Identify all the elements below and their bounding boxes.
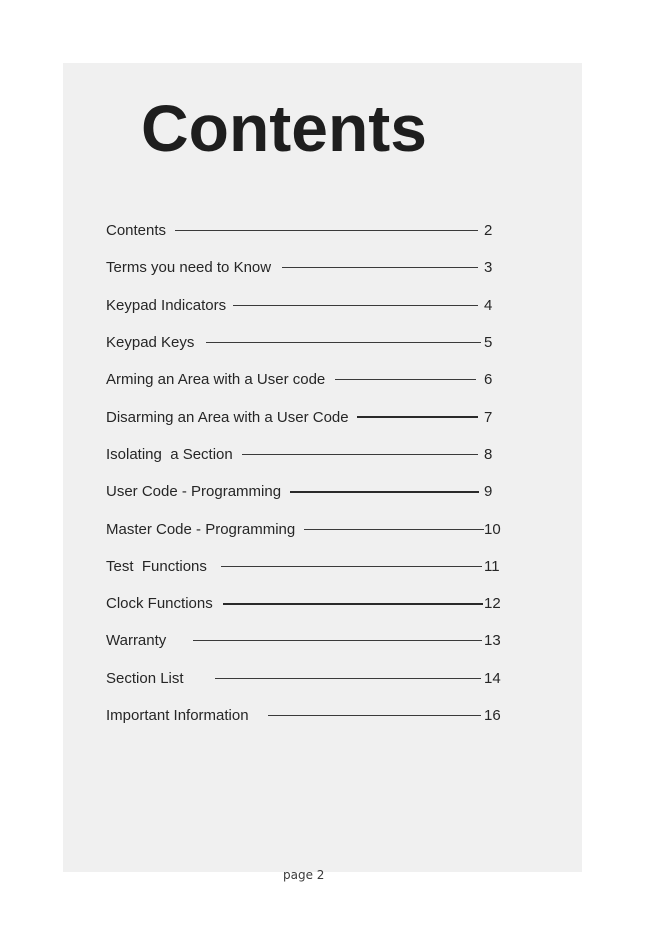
toc-leader-line: [193, 640, 482, 641]
toc-leader-line: [290, 491, 479, 493]
toc-entry-page: 2: [484, 222, 493, 240]
toc-leader-line: [304, 529, 484, 530]
toc-entry-page: 16: [484, 707, 501, 724]
toc-entry[interactable]: [106, 324, 506, 361]
toc-entry-page: 8: [484, 445, 493, 463]
toc-entry[interactable]: [106, 660, 506, 697]
toc-entry-label: Arming an Area with a User code: [106, 371, 326, 389]
toc-entry-label: Warranty: [106, 632, 167, 650]
toc-entry-label: Terms you need to Know: [106, 259, 272, 277]
toc-entry[interactable]: [106, 622, 506, 659]
toc-entry-page: 3: [484, 259, 493, 277]
toc-entry[interactable]: [106, 697, 506, 734]
toc-entry-page: 12: [484, 595, 501, 613]
toc-entry-label: Keypad Indicators: [106, 296, 227, 314]
toc-entry[interactable]: [106, 510, 506, 547]
toc-entry-page: 4: [484, 296, 493, 314]
toc-entry-page: 14: [484, 669, 501, 687]
toc-entry-page: 7: [484, 408, 493, 426]
toc-entry-page: 6: [484, 371, 493, 389]
toc-entry-page: 11: [484, 557, 500, 575]
toc-entry-label: Test Functions: [106, 557, 207, 575]
toc-entry[interactable]: [106, 249, 506, 286]
toc-entry[interactable]: [106, 398, 506, 435]
toc-entry-label: Disarming an Area with a User Code: [106, 408, 349, 426]
toc-leader-line: [335, 379, 476, 380]
toc-leader-line: [357, 416, 478, 418]
toc-entry-label: Keypad Keys: [106, 334, 195, 352]
toc-entry-label: Contents: [106, 222, 167, 240]
toc-entry[interactable]: [106, 548, 506, 585]
toc-entry[interactable]: [106, 473, 506, 510]
toc-entry-label: Isolating a Section: [106, 445, 233, 463]
toc-leader-line: [175, 230, 478, 231]
toc-entry-page: 9: [484, 483, 493, 501]
page-title: Contents: [141, 91, 427, 165]
toc-leader-line: [282, 267, 478, 268]
toc-leader-line: [268, 715, 481, 716]
toc-entry-label: Master Code - Programming: [106, 520, 296, 538]
toc-leader-line: [215, 678, 481, 679]
toc-entry[interactable]: [106, 287, 506, 324]
toc-entry[interactable]: [106, 585, 506, 622]
toc-entry-page: 10: [484, 520, 501, 538]
toc-entry-label: Section List: [106, 669, 184, 687]
table-of-contents: [106, 212, 506, 734]
toc-entry[interactable]: [106, 436, 506, 473]
toc-entry-page: 5: [484, 334, 493, 352]
toc-leader-line: [242, 454, 478, 455]
toc-entry[interactable]: [106, 212, 506, 249]
toc-leader-line: [223, 603, 483, 605]
toc-entry-label: User Code - Programming: [106, 483, 282, 501]
toc-leader-line: [233, 305, 478, 306]
toc-entry-label: Important Information: [106, 707, 249, 724]
page-number-footer: page 2: [283, 868, 325, 882]
toc-entry-page: 13: [484, 632, 501, 650]
toc-leader-line: [221, 566, 482, 567]
toc-entry[interactable]: [106, 361, 506, 398]
toc-leader-line: [206, 342, 481, 343]
toc-entry-label: Clock Functions: [106, 595, 213, 613]
